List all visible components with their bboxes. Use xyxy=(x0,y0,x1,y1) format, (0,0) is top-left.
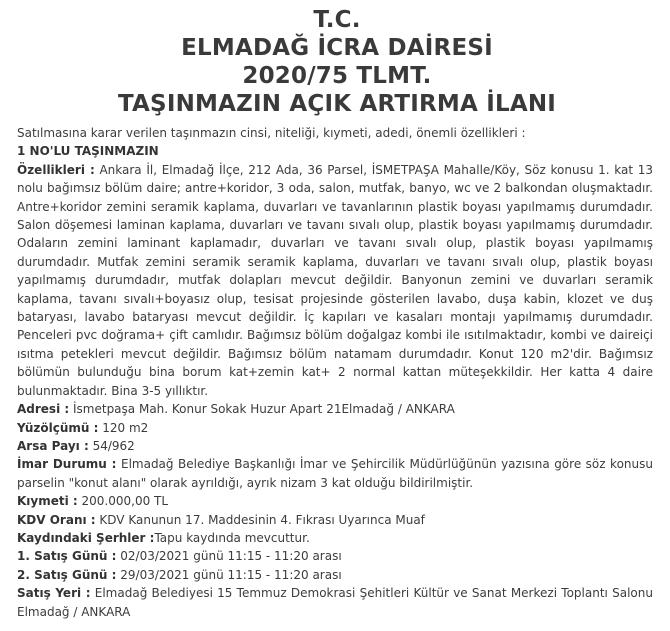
ozellikleri-value: Ankara İl, Elmadağ İlçe, 212 Ada, 36 Parsel, İSMETPAŞA Mahalle/Köy, Söz konusu 1. kat 13 nolu bağımsız bölüm daire; antre+koridor, 3 oda, salon, mutfak, banyo, wc ve 2 balkondan oluşmaktadır. Antre+koridor zemini seramik kaplama, duvarları ve tavanlarının plastik boyası yapılmamış durumdadır. Salon döşemesi laminan kaplama, duvarları ve tavanı sıvalı olup, plastik boyası yapılmamış durumdadır. Odaların zemini laminant kaplamadır, duvarları ve tavanı sıvalı olup, plastik boyası yapılmamış durumdadır. Mutfak zemini seramik seramik kaplama, duvarları ve tavanı sıvalı olup, plastik boyası yapılmamış durumdadır, mutfak dolapları mevcut değildir. Banyonun zemini ve duvarları seramik kaplama, tavanı sıvalı+boyasız olup, tesisat projesinde gösterilen lavabo, duşa kabin, klozet ve duş bataryası, lavabo bataryası mevcut değildir. İç kapıları ve kasaları montajı yapılmamış durumdadır. Penceleri pvc doğrama+ çift camlıdır. Bağımsız bölüm doğalgaz kombi ile ısıtılmaktadır, kombi ve daireiçi ısıtma petekleri mevcut değildir. Bağımsız bölüm natamam durumdadır. Konut 120 m2'dir. Bağımsız bölümün bulunduğu bina borum kat+zemin kat+ 2 normal kattan müteşekkildir. Her katta 4 daire bulunmaktadır. Bina 3-5 yıllıktır. xyxy=(17,162,653,398)
adres-row xyxy=(17,400,653,418)
arsa-payi-value: 54/962 xyxy=(92,438,135,453)
ozellikleri-row xyxy=(17,161,653,400)
serhler-value: Tapu kaydında mevcuttur. xyxy=(154,530,310,545)
kiymeti-label: Kıymeti : xyxy=(17,494,78,509)
kdv-row xyxy=(17,511,653,529)
arsa-payi-row xyxy=(17,437,653,455)
kdv-label: KDV Oranı : xyxy=(17,512,96,527)
yuzolcumu-value: 120 m2 xyxy=(102,420,149,435)
adres-value: İsmetpaşa Mah. Konur Sokak Huzur Apart 21Elmadağ / ANKARA xyxy=(73,402,455,417)
imar-label: İmar Durumu : xyxy=(17,457,117,472)
satis-yeri-row xyxy=(17,584,653,621)
item-title: 1 NO'LU TAŞINMAZIN xyxy=(17,144,159,159)
notice-page xyxy=(17,6,653,621)
satis-1-value: 02/03/2021 günü 11:15 - 11:20 arası xyxy=(120,549,342,564)
satis-yeri-value: Elmadağ Belediyesi 15 Temmuz Demokrasi Şehitleri Kültür ve Sanat Merkezi Toplantı Salonu Elmadağ / ANKARA xyxy=(17,586,653,619)
intro-text: Satılmasına karar verilen taşınmazın cinsi, niteliği, kıymeti, adedi, önemli özellikleri : xyxy=(17,126,526,140)
header-line-tc: T.C. xyxy=(313,7,361,33)
satis-2-row xyxy=(17,566,653,584)
satis-1-row xyxy=(17,547,653,565)
ozellikleri-label: Özellikleri : xyxy=(17,162,95,177)
arsa-payi-label: Arsa Payı : xyxy=(17,438,89,453)
imar-value: Elmadağ Belediye Başkanlığı İmar ve Şehircilik Müdürlüğünün yazısına göre söz konusu parselin "konut alanı" olarak ayrıldığı, ayrık nizam 3 kat olduğu bildirilmiştir. xyxy=(17,457,653,490)
satis-1-label: 1. Satış Günü : xyxy=(17,549,117,564)
satis-2-value: 29/03/2021 günü 11:15 - 11:20 arası xyxy=(120,567,342,582)
adres-label: Adresi : xyxy=(17,402,70,417)
yuzolcumu-row xyxy=(17,419,653,437)
notice-header xyxy=(21,6,653,118)
kiymeti-row xyxy=(17,492,653,510)
notice-body xyxy=(17,124,653,621)
kdv-value: KDV Kanunun 17. Maddesinin 4. Fıkrası Uyarınca Muaf xyxy=(99,512,425,527)
header-line-notice-title: TAŞINMAZIN AÇIK ARTIRMA İLANI xyxy=(117,91,557,117)
yuzolcumu-label: Yüzölçümü : xyxy=(17,420,99,435)
imar-row xyxy=(17,455,653,492)
header-line-office: ELMADAĞ İCRA DAİRESİ xyxy=(181,35,493,61)
satis-2-label: 2. Satış Günü : xyxy=(17,567,117,582)
kiymeti-value: 200.000,00 TL xyxy=(81,494,169,509)
header-line-file-number: 2020/75 TLMT. xyxy=(242,63,432,89)
serhler-label: Kaydındaki Şerhler : xyxy=(17,530,155,545)
serhler-row xyxy=(17,529,653,547)
satis-yeri-label: Satış Yeri : xyxy=(17,586,91,601)
